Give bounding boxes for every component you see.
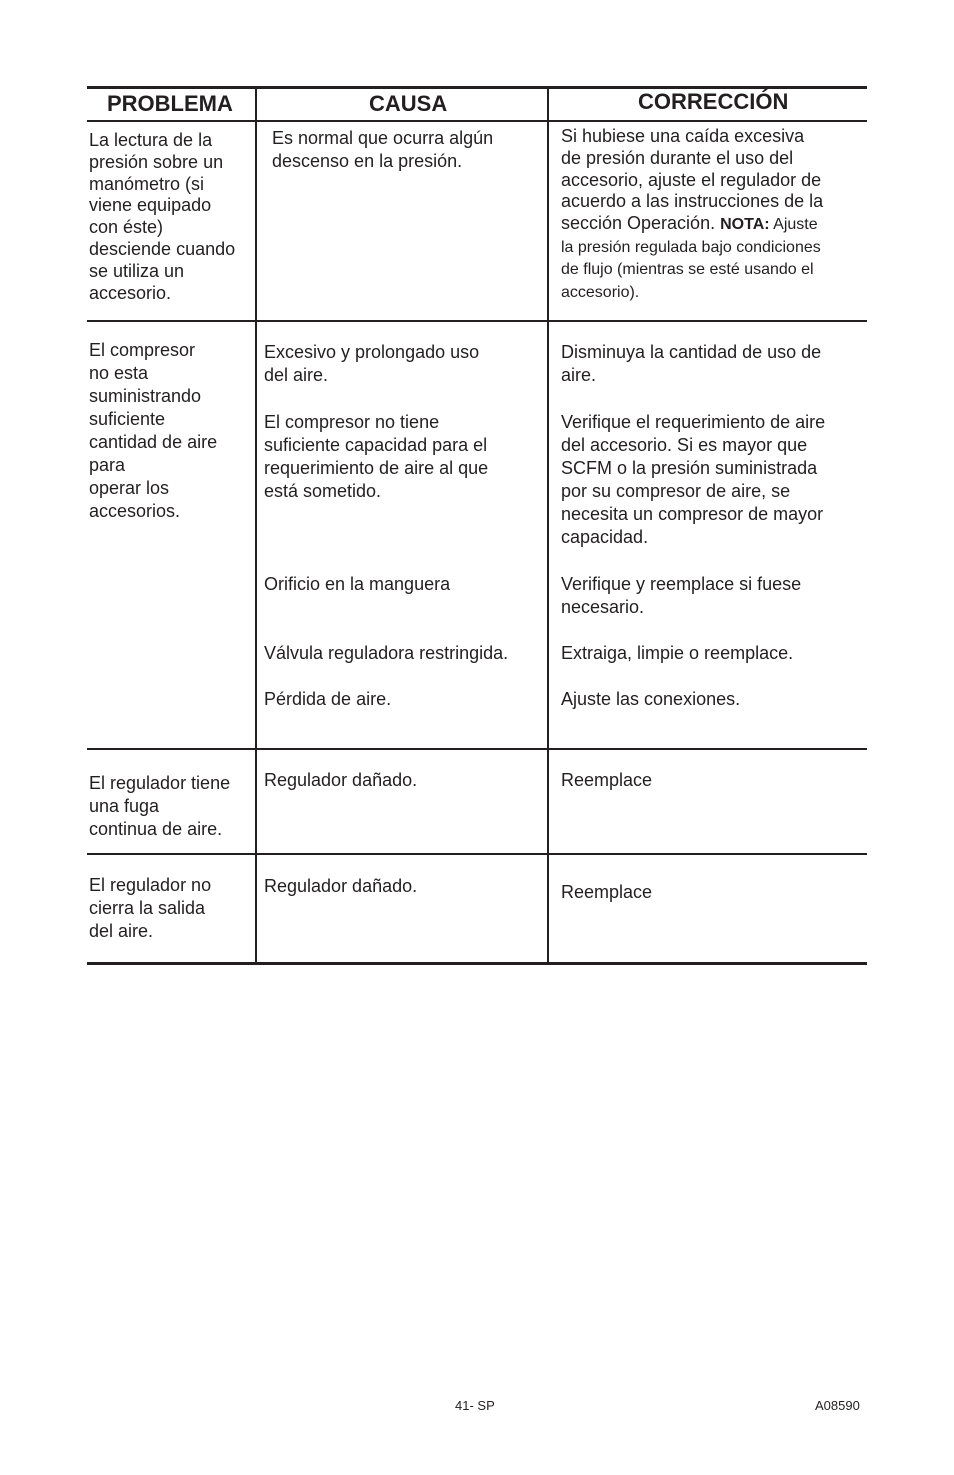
row2-problema: El compresor no esta suministrando suficiente cantidad de aire para operar los accesorios. xyxy=(89,340,218,521)
row-divider xyxy=(87,320,867,322)
row1-correccion xyxy=(561,126,861,304)
row2-correccion-4: Extraiga, limpie o reemplace. xyxy=(561,643,794,663)
header-causa: CAUSA xyxy=(369,91,448,116)
table-bottom-rule xyxy=(87,962,867,965)
row2-correccion-5: Ajuste las conexiones. xyxy=(561,689,741,709)
row2-causa-2: El compresor no tiene suficiente capacidad para el requerimiento de aire al que está sometido. xyxy=(264,412,489,501)
row3-correccion: Reemplace xyxy=(561,770,653,790)
row1-problema: La lectura de la presión sobre un manómetro (si viene equipado con éste) desciende cuando se utiliza un accesorio. xyxy=(89,130,236,303)
row4-correccion: Reemplace xyxy=(561,882,653,902)
header-problema: PROBLEMA xyxy=(107,91,233,116)
row1-correccion-text: Si hubiese una caída excesiva de presión durante el uso del accesorio, ajuste el regulador de acuerdo a las instrucciones de la sección Operación. xyxy=(561,126,824,234)
nota-label: NOTA: xyxy=(720,216,770,234)
troubleshooting-table xyxy=(87,86,867,964)
header-correccion: CORRECCIÓN xyxy=(638,89,789,114)
row2-causa-5: Pérdida de aire. xyxy=(264,689,392,709)
row4-problema: El regulador no cierra la salida del aire. xyxy=(89,875,212,941)
row1-causa: Es normal que ocurra algún descenso en la presión. xyxy=(272,128,494,171)
row2-causa-3: Orificio en la manguera xyxy=(264,574,451,594)
nota-text: Ajuste la presión regulada bajo condiciones de flujo (mientras se esté usando el accesorio). xyxy=(561,216,821,301)
row3-problema: El regulador tiene una fuga continua de aire. xyxy=(89,773,231,839)
header-bottom-rule xyxy=(87,120,867,122)
row2-correccion-3: Verifique y reemplace si fuese necesario. xyxy=(561,574,802,617)
row2-causa-4: Válvula reguladora restringida. xyxy=(264,643,509,663)
column-divider xyxy=(547,86,549,964)
row2-correccion-1: Disminuya la cantidad de uso de aire. xyxy=(561,342,822,385)
document-code: A08590 xyxy=(815,1398,860,1413)
row2-correccion-2: Verifique el requerimiento de aire del accesorio. Si es mayor que SCFM o la presión suministrada por su compresor de aire, se necesita un compresor de mayor capacidad. xyxy=(561,412,826,547)
row3-causa: Regulador dañado. xyxy=(264,770,418,790)
page-number: 41- SP xyxy=(455,1398,495,1413)
row4-causa: Regulador dañado. xyxy=(264,876,418,896)
row-divider xyxy=(87,748,867,750)
row-divider xyxy=(87,853,867,855)
row2-causa-1: Excesivo y prolongado uso del aire. xyxy=(264,342,480,385)
column-divider xyxy=(255,86,257,964)
